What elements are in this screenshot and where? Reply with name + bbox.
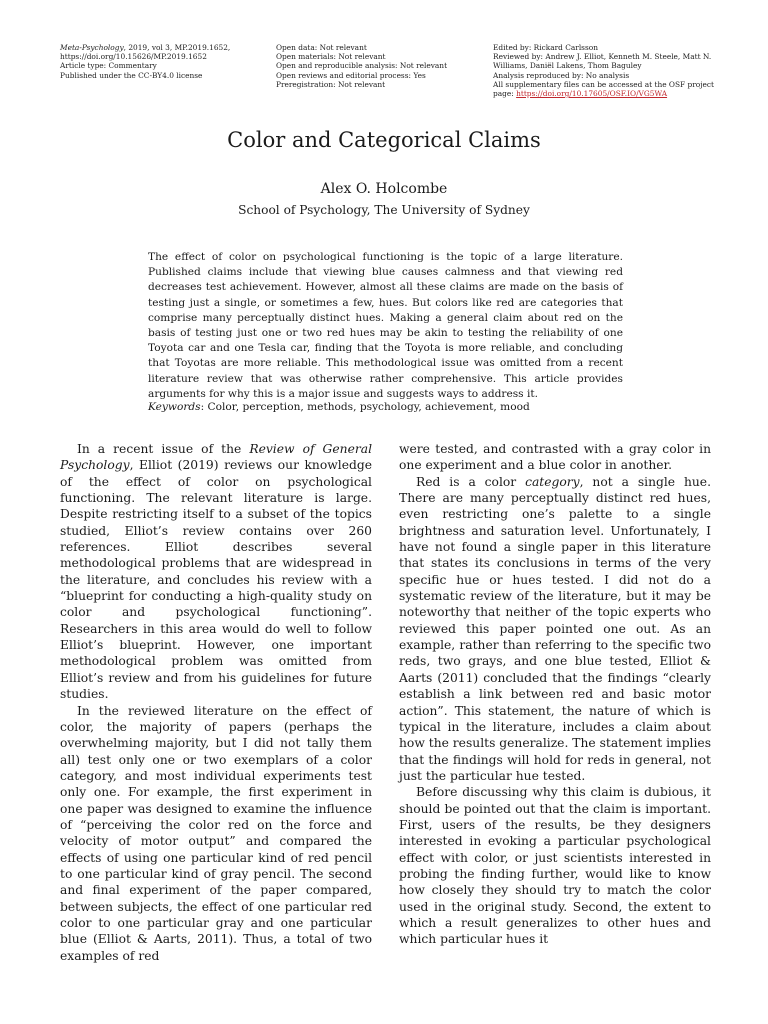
- keywords: [148, 400, 623, 415]
- author-name: Alex O. Holcombe: [320, 181, 448, 197]
- osf-link[interactable]: https://doi.org/10.17605/OSF.IO/VG5WA: [516, 89, 668, 99]
- body-column-left: [60, 441, 372, 964]
- author-affiliation: School of Psychology, The University of Sydney: [238, 203, 530, 217]
- article-doi: https://doi.org/10.15626/MP.2019.1652: [60, 52, 207, 62]
- publication-info: [60, 43, 265, 80]
- body-paragraph-continued: were tested, and contrasted with a gray color in one experiment and a blue color in another.: [399, 442, 711, 473]
- open-science-info: [276, 43, 481, 89]
- article-type: Article type: Commentary: [60, 61, 157, 71]
- reviewed-by: Reviewed by: Andrew J. Elliot, Kenneth M. Steele, Matt N. Williams, Daniël Lakens, Thom Baguley: [493, 52, 712, 71]
- license-info: Published under the CC-BY4.0 license: [60, 70, 203, 80]
- journal-citation: Meta-Psychology, 2019, vol 3, MP.2019.1652,: [60, 43, 231, 52]
- body-paragraph: In the reviewed literature on the effect of color, the majority of papers (perhaps the overwhelming majority, but I did not tally them all) test only one or two exemplars of a color category, and most individual experiments test only one. For example, the first experiment in one paper was designed to examine the influence of “perceiving the color red on the force and velocity of motor output” and compared the effects of using one particular kind of red pencil to one particular kind of gray pencil. The second and final experiment of the paper compared, between subjects, the effect of one particular red color to one particular gray and one particular blue (Elliot & Aarts, 2011). Thus, a total of two examples of red: [60, 703, 372, 963]
- body-column-right: [399, 441, 711, 948]
- supplementary-info: All supplementary files can be accessed at the OSF project page: https://doi.org/10.17605/OSF.IO/VG5WA: [493, 79, 715, 99]
- keywords-label: Keywords: [148, 401, 201, 413]
- edited-by: Edited by: Rickard Carlsson: [493, 43, 598, 52]
- open-materials: Open materials: Not relevant: [276, 52, 386, 62]
- abstract: The effect of color on psychological functioning is the topic of a large literature. Published claims include that viewing blue causes calmness and that viewing red decreases test achievement. However, almost all these claims are made on the basis of testing just a single, or sometimes a few, hues. But colors like red are categories that comprise many perceptually distinct hues. Making a general claim about red on the basis of testing just one or two red hues may be akin to testing the reliability of one Toyota car and one Tesla car, finding that the Toyota is more reliable, and concluding that Toyotas are more reliable. This methodological issue was omitted from a recent literature review that was otherwise rather comprehensive. This article provides arguments for why this is a major issue and suggests ways to address it.: [148, 251, 623, 400]
- editorial-info: [493, 43, 718, 98]
- body-paragraph: Red is a color category, not a single hue. There are many perceptually distinct red hues, even restricting one’s palette to a single brightness and saturation level. Unfortunately, I have not found a single paper in this literature that states its conclusions in terms of the very specific hue or hues tested. I did not do a systematic review of the literature, but it may be noteworthy that neither of the topic experts who reviewed this paper pointed one out. As an example, rather than referring to the specific two reds, two grays, and one blue tested, Elliot & Aarts (2011) concluded that the findings “clearly establish a link between red and basic motor action”. This statement, the nature of which is typical in the literature, includes a claim about how the results generalize. The statement implies that the findings will hold for reds in general, not just the particular hue tested.: [399, 474, 712, 783]
- paper-title: Color and Categorical Claims: [227, 128, 541, 152]
- body-paragraph: In a recent issue of the Review of General Psychology, Elliot (2019) reviews our knowledge of the effect of color on psychological functioning. The relevant literature is large. Despite restricting itself to a subset of the topics studied, Elliot’s review contains over 260 references. Elliot describes several methodological problems that are widespread in the literature, and concludes his review with a “blueprint for conducting a high-quality study on color and psychological functioning”. Researchers in this area would do well to follow Elliot’s blueprint. However, one important methodological problem was omitted from Elliot’s review and from his guidelines for future studies.: [60, 442, 373, 702]
- open-analysis: Open and reproducible analysis: Not relevant: [276, 61, 448, 71]
- open-reviews: Open reviews and editorial process: Yes: [276, 70, 426, 80]
- open-data: Open data: Not relevant: [276, 43, 367, 52]
- keywords-list: : Color, perception, methods, psychology, achievement, mood: [200, 401, 530, 413]
- analysis-reproduced: Analysis reproduced by: No analysis: [493, 70, 630, 80]
- body-paragraph: Before discussing why this claim is dubious, it should be pointed out that the claim is important. First, users of the results, be they designers interested in evoking a particular psychological effect with color, or just scientists interested in probing the finding further, would like to know how closely they should try to match the color used in the original study. Second, the extent to which a result generalizes to other hues and which particular hues it: [399, 785, 711, 947]
- preregistration: Preregistration: Not relevant: [276, 79, 386, 89]
